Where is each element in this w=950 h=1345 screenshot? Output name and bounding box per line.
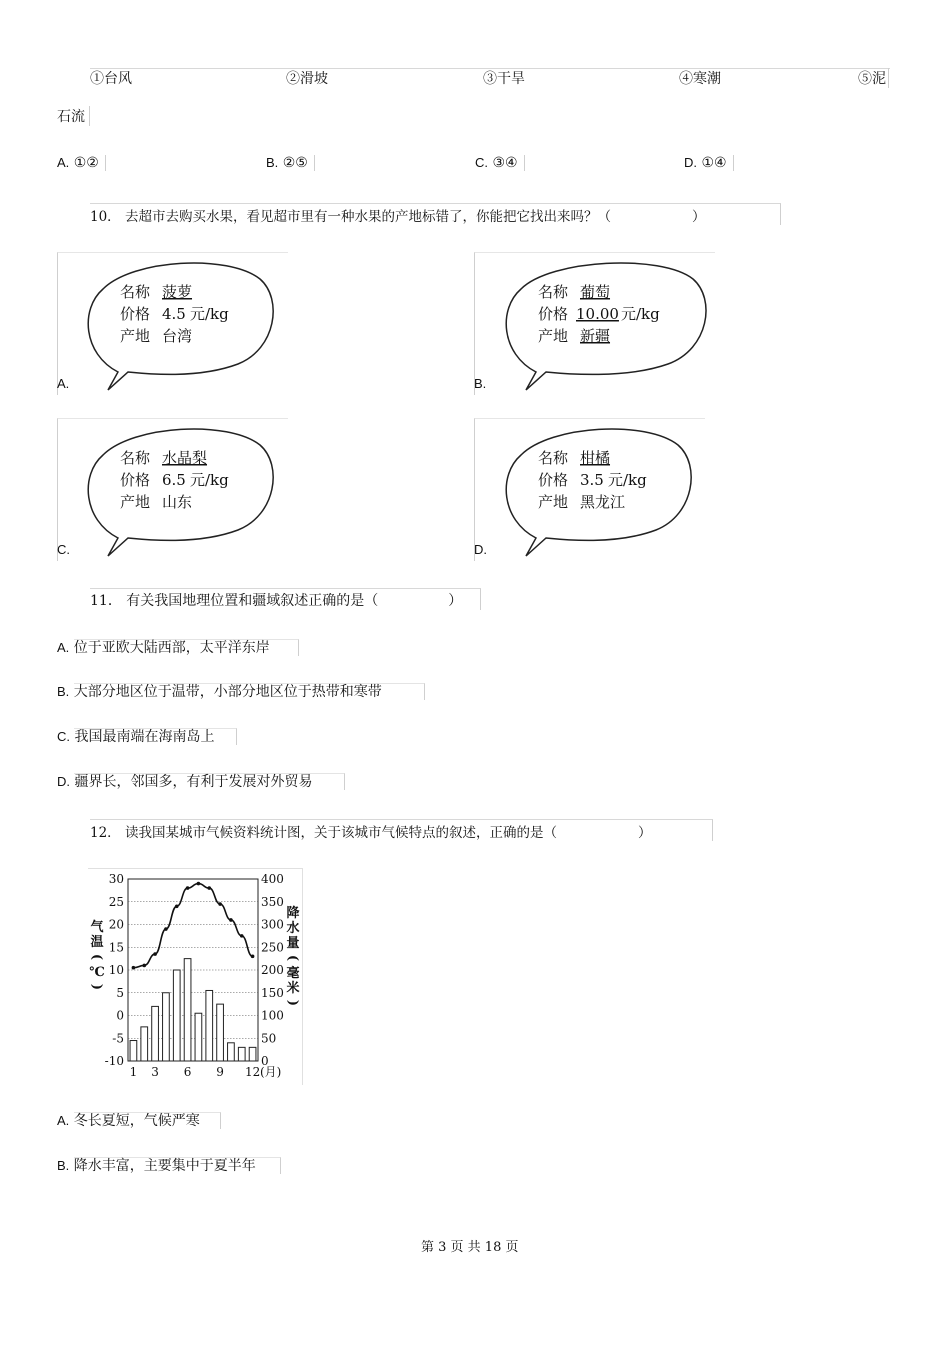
option-text: 我国最南端在海南岛上 (74, 728, 237, 745)
label-name: 名称 (120, 449, 151, 467)
temperature-point (240, 934, 244, 938)
label-name: 名称 (538, 449, 569, 467)
temperature-point (197, 882, 201, 886)
q9-option-b[interactable] (266, 155, 315, 171)
precipitation-bar (141, 1027, 148, 1061)
q9-option-d[interactable] (684, 155, 734, 171)
q10-option-b-bubble[interactable] (496, 254, 711, 392)
q11-option-d[interactable] (57, 771, 345, 791)
q10-option-d-bubble[interactable] (496, 420, 696, 558)
y-left-tick-label: -5 (112, 1031, 124, 1046)
fruit-name: 葡萄 (580, 283, 611, 301)
y-right-tick-label: 0 (261, 1054, 269, 1068)
fruit-price: 10.00 (576, 305, 619, 323)
y-left-tick-label: 10 (108, 963, 124, 977)
option-text: 大部分地区位于温带，小部分地区位于热带和寒带 (74, 683, 425, 700)
axis-title-char: 米 (286, 981, 300, 996)
y-left-axis-title (89, 919, 105, 990)
q11-option-c[interactable] (57, 726, 237, 746)
q9-item-1: ①台风 (90, 71, 132, 87)
temperature-point (175, 905, 179, 909)
y-right-tick-label: 50 (261, 1031, 277, 1046)
option-text: 疆界长，邻国多，有利于发展对外贸易 (74, 773, 345, 790)
label-origin: 产地 (120, 327, 151, 345)
axis-title-char: ) (285, 999, 300, 1007)
fruit-price: 6.5 (162, 471, 186, 489)
temperature-point (132, 966, 136, 970)
y-right-tick-label: 100 (261, 1008, 284, 1023)
option-text: 冬长夏短，气候严寒 (74, 1112, 221, 1129)
label-price: 价格 (120, 471, 151, 489)
option-letter: B. (57, 684, 70, 699)
y-right-axis-title (285, 905, 300, 1006)
axis-title-char: 温 (90, 935, 104, 950)
price-unit: 元/kg (190, 305, 229, 323)
axis-title-char: ) (89, 983, 104, 991)
option-text: 位于亚欧大陆西部，太平洋东岸 (74, 639, 299, 656)
option-letter: D. (684, 155, 697, 170)
q10-option-c-bubble[interactable] (78, 420, 278, 558)
q10-stem: 10． 去超市去购买水果，看见超市里有一种水果的产地标错了，你能把它找出来吗？（ ） (90, 203, 781, 225)
q9-item-3: ③干旱 (483, 71, 525, 87)
precipitation-bar (184, 959, 191, 1061)
q9-item-4: ④寒潮 (679, 71, 721, 87)
q9-item-wrap: 石流 (57, 106, 90, 126)
y-right-tick-label: 150 (261, 985, 284, 1000)
temperature-point (164, 927, 168, 931)
precipitation-bar (217, 1004, 224, 1061)
x-tick-label: 1 (129, 1065, 138, 1079)
precipitation-bar (163, 993, 170, 1061)
precipitation-bars (130, 959, 256, 1061)
y-right-tick-label: 350 (261, 894, 284, 909)
axis-title-char: ℃ (89, 965, 105, 980)
temperature-curve (133, 884, 252, 968)
y-left-tick-label: 25 (108, 894, 124, 909)
x-tick-label: 3 (151, 1065, 159, 1079)
price-unit: 元/kg (190, 471, 229, 489)
price-unit: 元/kg (621, 305, 660, 323)
option-letter: D. (57, 774, 70, 789)
axis-title-char: 气 (90, 920, 104, 935)
precipitation-bar (130, 1041, 137, 1061)
option-text: 降水丰富，主要集中于夏半年 (74, 1157, 281, 1174)
fruit-name: 柑橘 (580, 449, 611, 467)
axis-title-char: ( (89, 953, 104, 961)
temperature-point (251, 955, 255, 959)
q10-option-a-bubble[interactable] (78, 254, 278, 392)
y-left-tick-label: 20 (108, 917, 124, 932)
precipitation-bar (152, 1006, 159, 1061)
precipitation-bar (206, 990, 213, 1061)
label-origin: 产地 (538, 493, 569, 511)
q11-stem: 11． 有关我国地理位置和疆域叙述正确的是（ ） (90, 588, 481, 610)
y-left-tick-label: -10 (104, 1054, 124, 1068)
q12-option-b[interactable] (57, 1155, 281, 1175)
axis-title-char: 降 (286, 906, 300, 921)
fruit-name: 水晶梨 (162, 449, 208, 467)
temperature-line (132, 882, 255, 970)
y-right-tick-label: 400 (261, 872, 284, 886)
option-text: ②⑤ (283, 155, 315, 171)
label-origin: 产地 (538, 327, 569, 345)
label-price: 价格 (538, 305, 569, 323)
fruit-price: 3.5 (580, 471, 604, 489)
q10-option-d-letter[interactable]: D. (474, 542, 487, 557)
option-letter: A. (57, 640, 70, 655)
x-tick-label: 9 (216, 1065, 224, 1079)
option-text: ①② (74, 155, 106, 171)
fruit-price: 4.5 (162, 305, 186, 323)
precipitation-bar (195, 1013, 202, 1061)
axis-title-char: 水 (286, 921, 300, 936)
temperature-point (218, 902, 222, 906)
temperature-point (142, 964, 146, 968)
q10-option-b-letter[interactable]: B. (474, 376, 487, 391)
y-right-tick-label: 200 (261, 963, 284, 977)
option-letter: B. (266, 155, 279, 170)
label-price: 价格 (120, 305, 151, 323)
label-origin: 产地 (120, 493, 151, 511)
label-name: 名称 (538, 283, 569, 301)
q9-option-a[interactable] (57, 155, 106, 171)
precipitation-bar (249, 1047, 256, 1061)
price-unit: 元/kg (608, 471, 647, 489)
temperature-point (153, 952, 157, 956)
axis-title-char: 量 (286, 936, 300, 951)
precipitation-bar (238, 1047, 245, 1061)
q10-option-a-letter[interactable]: A. (57, 376, 70, 391)
axis-title-char: ( (285, 954, 300, 962)
y-left-tick-label: 15 (108, 940, 124, 955)
option-letter: C. (475, 155, 488, 170)
option-letter: C. (57, 729, 70, 744)
page-footer: 第 3 页 共 18 页 (421, 1240, 519, 1255)
fruit-origin: 新疆 (580, 327, 611, 345)
precipitation-bar (228, 1043, 235, 1061)
option-text: ③④ (492, 155, 524, 171)
q9-item-2: ②滑坡 (286, 71, 328, 87)
climate-chart (88, 868, 303, 1085)
x-tick-label: 6 (183, 1065, 192, 1079)
x-tick-label: 12 (244, 1065, 261, 1079)
fruit-name: 菠萝 (162, 283, 193, 301)
temperature-point (207, 886, 211, 890)
y-right-tick-label: 250 (261, 940, 284, 955)
q12-stem: 12． 读我国某城市气候资料统计图，关于该城市气候特点的叙述，正确的是（ ） (90, 819, 713, 841)
label-name: 名称 (120, 283, 151, 301)
y-left-tick-label: 5 (116, 985, 124, 1000)
x-unit-label: (月) (260, 1065, 282, 1079)
q9-item-5: ⑤泥 (858, 68, 889, 88)
fruit-origin: 山东 (162, 493, 193, 511)
y-left-tick-label: 30 (108, 872, 124, 886)
option-letter: B. (57, 1158, 70, 1173)
q10-option-c-letter[interactable]: C. (57, 542, 70, 557)
label-price: 价格 (538, 471, 569, 489)
fruit-origin: 台湾 (162, 327, 193, 345)
q11-option-b[interactable] (57, 681, 425, 701)
axis-title-char: 毫 (286, 966, 300, 981)
q12-option-a[interactable] (57, 1110, 221, 1130)
chart-labels (89, 872, 300, 1079)
y-right-tick-label: 300 (261, 917, 284, 932)
precipitation-bar (173, 970, 180, 1061)
y-left-tick-label: 0 (116, 1008, 124, 1023)
q11-option-a[interactable] (57, 637, 299, 657)
q9-option-c[interactable] (475, 155, 525, 171)
temperature-point (186, 886, 190, 890)
option-text: ①④ (701, 155, 733, 171)
temperature-point (229, 918, 233, 922)
fruit-origin: 黑龙江 (580, 493, 626, 511)
option-letter: A. (57, 1113, 70, 1128)
option-letter: A. (57, 155, 70, 170)
